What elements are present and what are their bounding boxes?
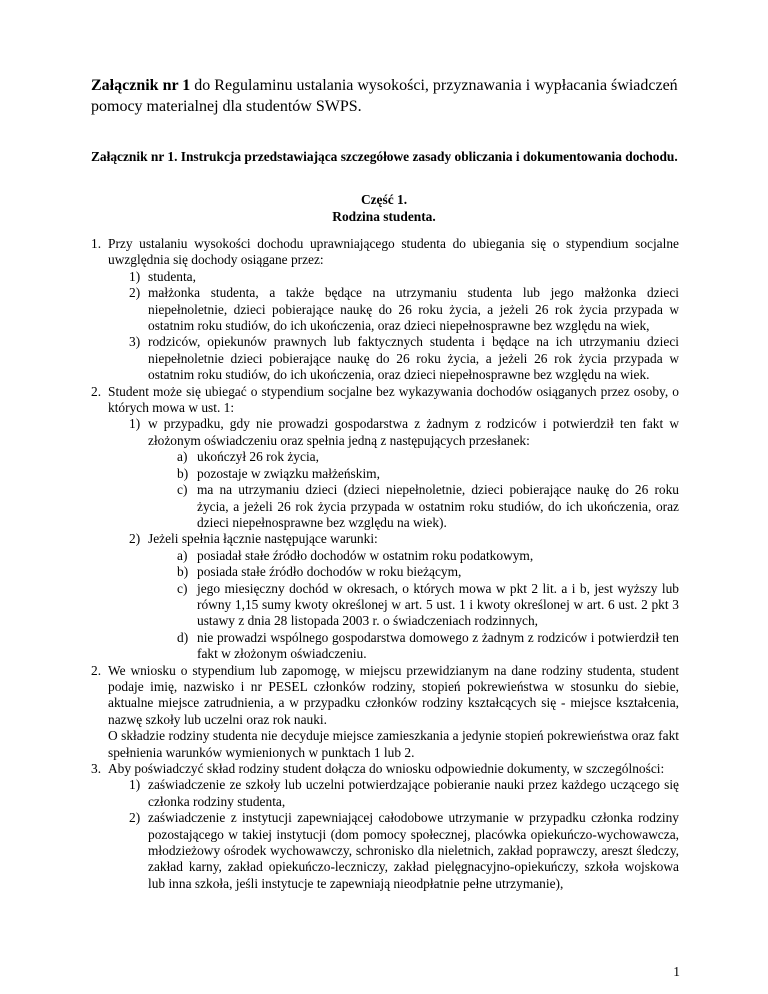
list-item-number: 1) [129,416,141,432]
list-item [91,269,679,285]
list-item-number: 1) [129,268,141,284]
list-item-text: pozostaje w związku małżeńskim, [197,465,380,481]
list-item [91,236,679,269]
list-item [91,630,679,663]
list-item-text: We wniosku o stypendium lub zapomogę, w miejscu przewidzianym na dane rodziny studenta, student podaje imię, nazwisko i nr PESEL członków rodziny, stopień pokrewieństwa w stosunku do siebie, aktualne miejsce zatrudnienia, a w przypadku członków rodziny kształcących się - miejsce kształcenia, nazwę szkoły lub uczelni oraz rok nauki. [108,662,679,727]
annex-subheader: Załącznik nr 1. Instrukcja przedstawiająca szczegółowe zasady obliczania i dokumentowania dochodu. [91,149,678,164]
list-item [91,728,679,761]
part-title [0,191,768,225]
list-item-text: zaświadczenie z instytucji zapewniającej całodobowe utrzymanie w przypadku członka rodziny pozostającego w takiej instytucji (dom pomocy społecznej, placówka opiekuńczo-wychowawcza, młodzieżowy ośrodek wychowawczy, schronisko dla nieletnich, zakład poprawczy, areszt śledczy, zakład karny, zakład opiekuńczo-leczniczy, zakład pielęgnacyjno-opiekuńczy, szkoła wojskowa lub inna szkoła, jeśli instytucje te zapewniają nieodpłatnie pełne utrzymanie), [148,810,679,891]
list-item-text: Aby poświadczyć skład rodziny student dołącza do wniosku odpowiednie dokumenty, w szczególności: [108,761,665,776]
list-item-text: Przy ustalaniu wysokości dochodu uprawniającego studenta do ubiegania się o stypendium socjalne uwzględnia się dochody osiągane przez: [108,236,679,268]
list-item-number: 2) [129,285,141,301]
list-item [91,285,679,334]
annex-header-bold: Załącznik nr 1 [91,77,191,94]
list-item-text: ukończył 26 rok życia, [197,449,319,465]
list-item [91,777,679,810]
list-item [91,531,679,547]
list-item-text: nie prowadzi wspólnego gospodarstwa domowego z żadnym z rodziców i potwierdził ten fakt w złożonym oświadczeniu. [197,629,679,662]
list-item [91,761,679,777]
list-item-number: 1. [91,236,102,251]
list-item-number: 2) [129,810,141,826]
list-item-number: a) [177,547,188,563]
list-item-number: d) [177,629,189,645]
list-item-text: Jeżeli spełnia łącznie następujące warunki: [148,531,378,547]
list-item-number: c) [177,580,188,596]
list-item [91,482,679,531]
list-item [91,663,679,729]
part-number: Część 1. [360,192,408,207]
list-item-text: w przypadku, gdy nie prowadzi gospodarstwa z żadnym z rodziców i potwierdził ten fakt w złożonym oświadczeniu oraz spełnia jedną z następujących przesłanek: [148,416,679,448]
list-item-number: 2. [91,662,102,678]
list-item-text: ma na utrzymaniu dzieci (dzieci niepełnoletnie, dzieci pobierające naukę do 26 roku życia, a jeżeli 26 rok życia przypada w ostatnim roku studiów, do ich ukończenia, oraz dzieci niepełnosprawne bez względu na wiek). [197,482,679,530]
list-item-number: 1) [129,777,141,793]
list-item [91,581,679,630]
list-item-text: jego miesięczny dochód w okresach, o których mowa w pkt 2 lit. a i b, jest wyższy lub równy 1,15 sumy kwoty określonej w art. 5 ust. 1 i kwoty określonej w art. 6 ust. 2 pkt 3 ustawy z dnia 28 listopada 2003 r. o świadczeniach rodzinnych, [197,580,679,629]
list-item [91,466,679,482]
list-item-text: zaświadczenie ze szkoły lub uczelni potwierdzające pobieranie nauki przez każdego uczącego się członka rodziny studenta, [148,777,679,809]
list-item-text: małżonka studenta, a także będące na utrzymaniu studenta lub jego małżonka dzieci niepełnoletnie, dzieci pobierające naukę do 26 roku życia, a jeżeli 26 rok życia przypada w ostatnim roku studiów, do ich ukończenia, oraz dzieci niepełnosprawne bez względu na wiek, [148,285,679,334]
list-item [91,548,679,564]
list-item-number: c) [177,482,188,498]
list-item-number: b) [177,465,189,481]
list-item-number: 3) [129,334,141,350]
list-item [91,564,679,580]
page-number: 1 [673,964,680,979]
list-item [91,416,679,449]
list-item-text: posiadał stałe źródło dochodów w ostatnim roku podatkowym, [197,547,534,563]
list-item-number: a) [177,449,188,465]
part-heading: Rodzina studenta. [332,209,436,224]
list-item-text: Student może się ubiegać o stypendium socjalne bez wykazywania dochodów osiąganych przez osoby, o których mowa w ust. 1: [108,383,679,416]
list-item-text: rodziców, opiekunów prawnych lub faktycznych studenta i będące na ich utrzymaniu dzieci niepełnoletnie dzieci pobierające naukę do 26 roku życia, a jeżeli 26 rok życia przypada w ostatnim roku studiów, do ich ukończenia, oraz dzieci niepełnosprawne bez względu na wiek. [148,334,679,383]
list-item-text: posiada stałe źródło dochodów w roku bieżącym, [197,564,462,580]
annex-header [91,75,691,117]
document-body [91,236,679,892]
list-item [91,384,679,417]
list-item-number: 3. [91,761,102,776]
list-item-number: b) [177,564,189,580]
list-item [91,810,679,892]
list-item-text: studenta, [148,268,196,284]
list-item-number: 2) [129,531,141,547]
list-item-text: O składzie rodziny studenta nie decyduje miejsce zamieszkania a jedynie stopień pokrewieństwa oraz fakt spełnienia warunków wymienionych w punktach 1 lub 2. [108,728,679,760]
list-item [91,334,679,383]
list-item [91,449,679,465]
list-item-number: 2. [91,383,102,399]
annex-header-rest: do Regulaminu ustalania wysokości, przyznawania i wypłacania świadczeń pomocy materialnej dla studentów SWPS. [91,77,678,115]
